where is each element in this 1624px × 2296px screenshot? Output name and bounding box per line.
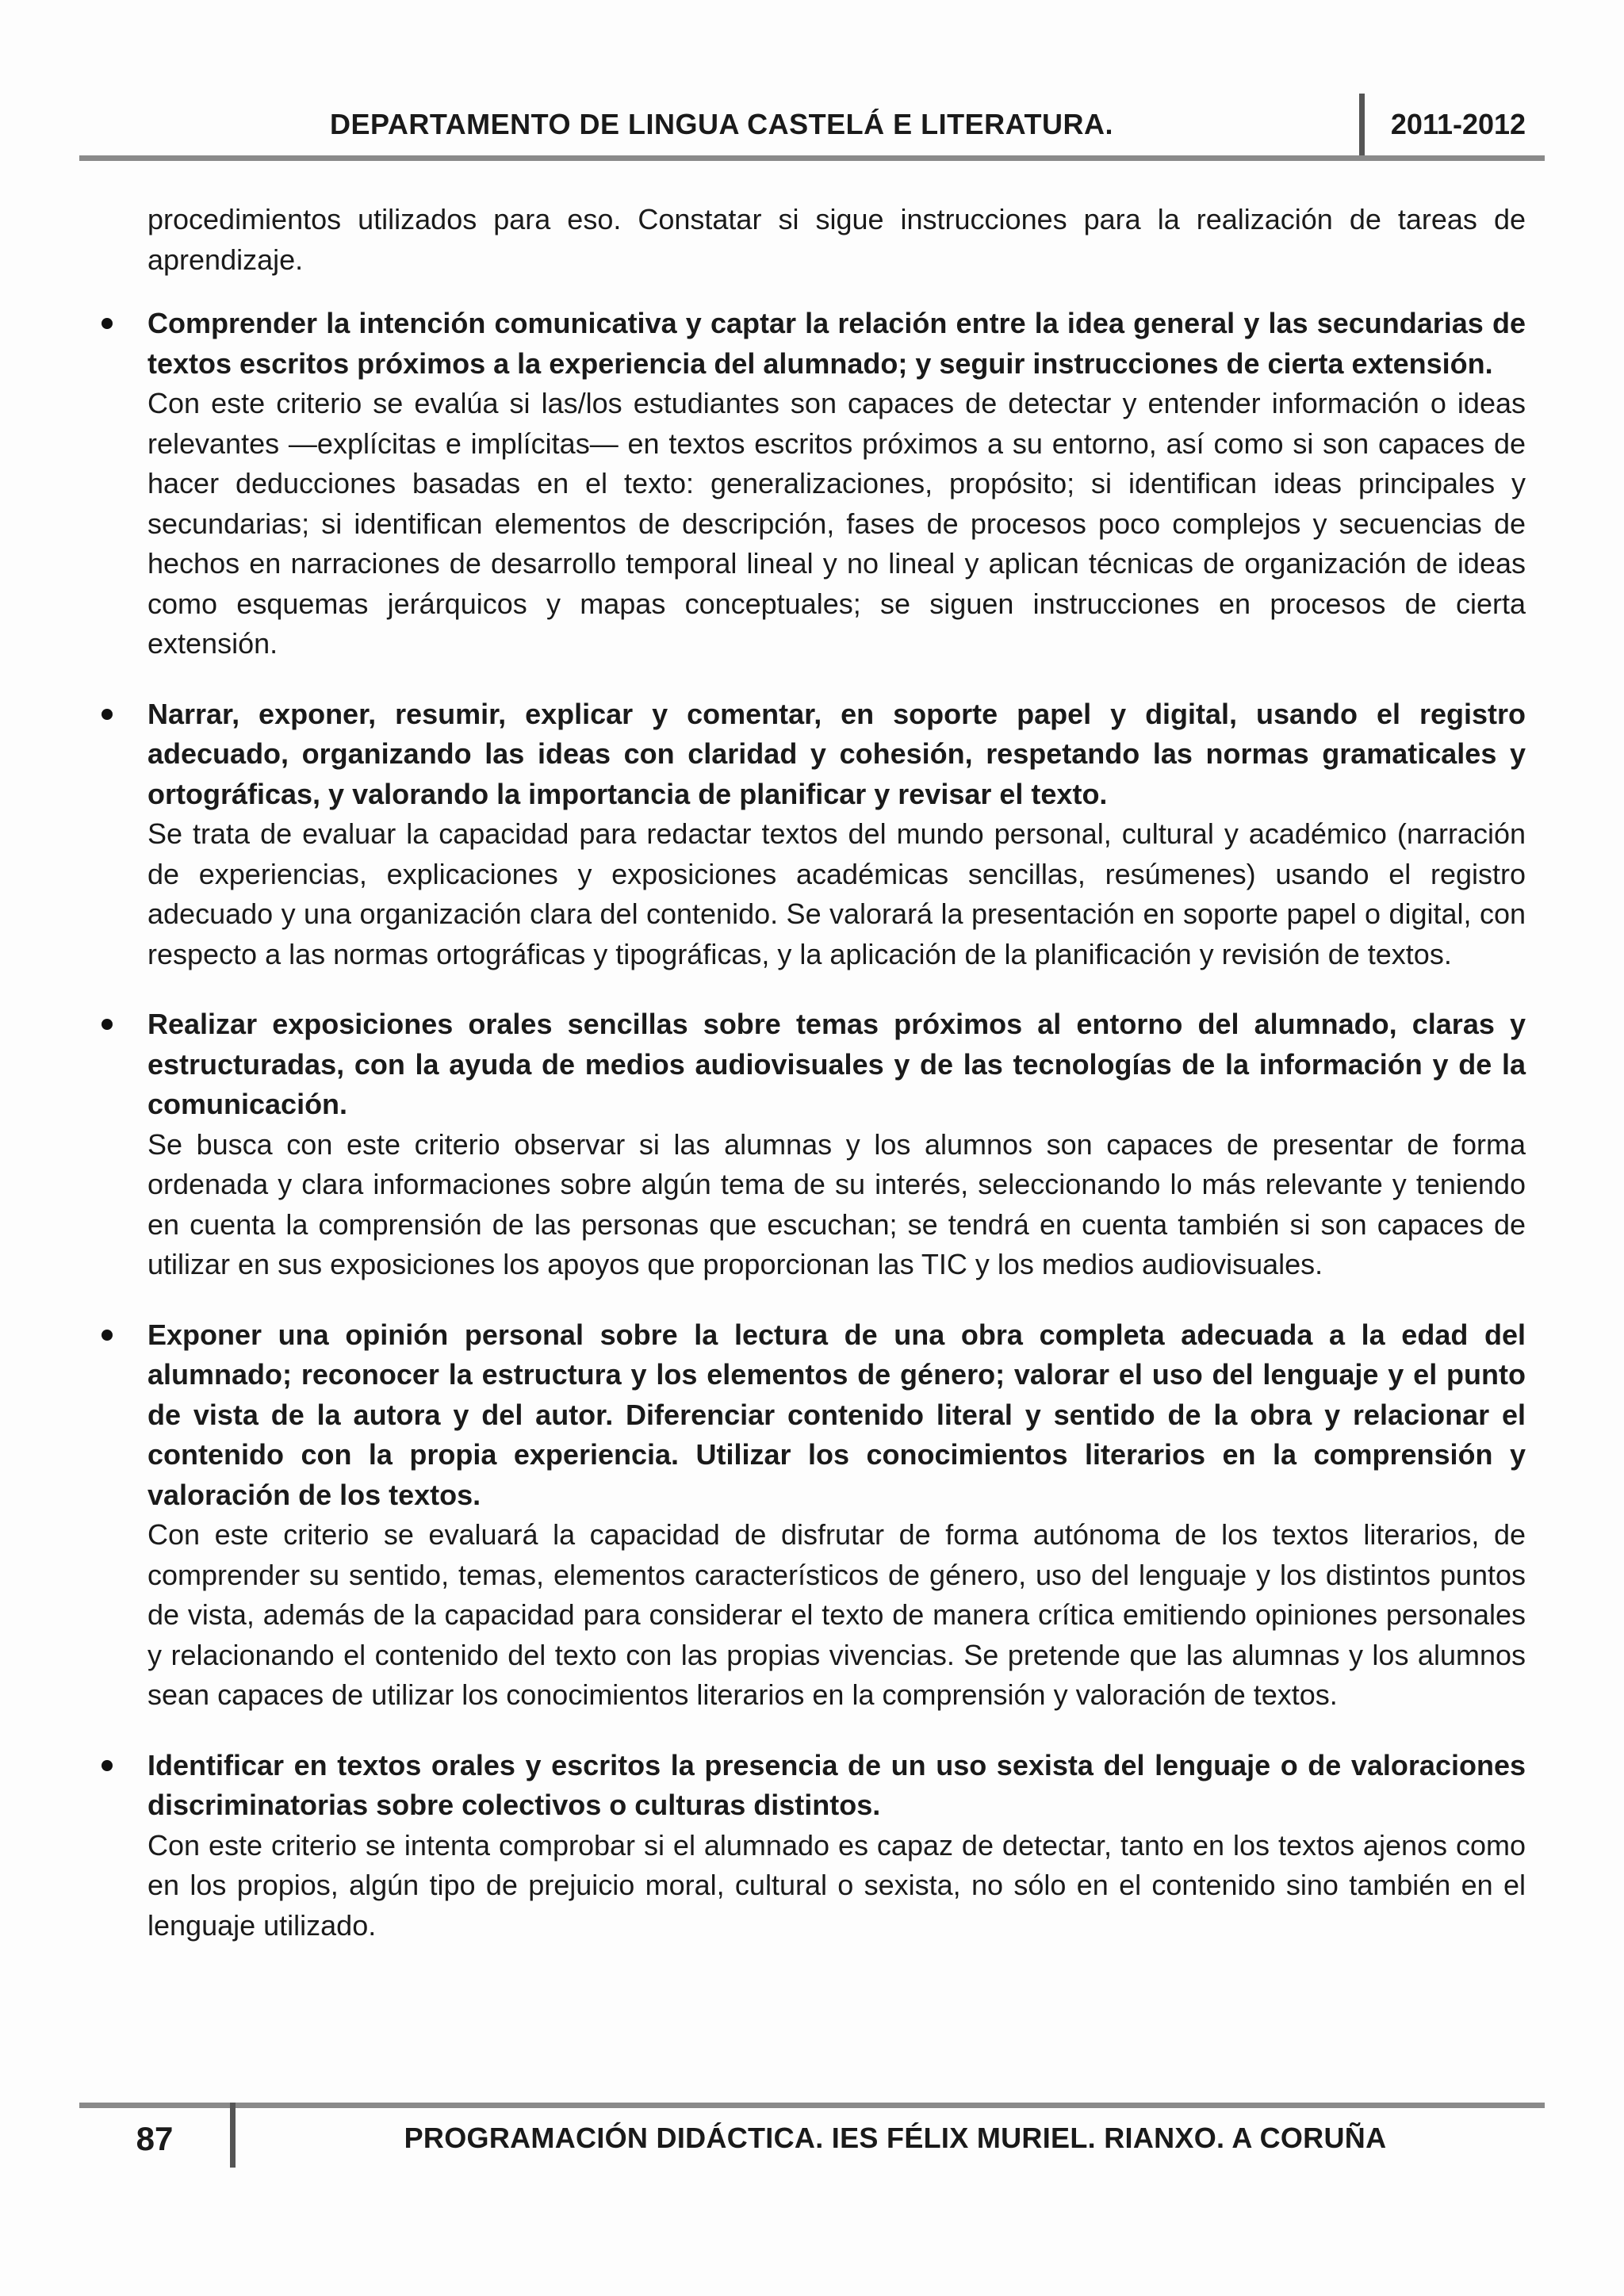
criterion-item: [147, 1004, 1526, 1285]
page-header: [79, 94, 1545, 160]
criterion-item: [147, 304, 1526, 664]
footer-text: PROGRAMACIÓN DIDÁCTICA. IES FÉLIX MURIEL. RIANXO. A CORUÑA: [404, 2122, 1387, 2154]
bullet-icon: [102, 1330, 113, 1341]
criterion-title: Narrar, exponer, resumir, explicar y comentar, en soporte papel y digital, usando el registro adecuado, organizando las ideas con claridad y cohesión, respetando las normas gramaticales y ortográficas, y valorando la importancia de planificar y revisar el texto.: [147, 697, 1526, 810]
criterion-title: Identificar en textos orales y escritos la presencia de un uso sexista del lenguaje o de valoraciones discriminatorias sobre colectivos o culturas distintos.: [147, 1748, 1526, 1821]
header-rule: [79, 155, 1545, 161]
bullet-icon: [102, 318, 113, 329]
bullet-icon: [102, 1760, 113, 1771]
footer-divider: [230, 2103, 236, 2168]
criterion-description: Se busca con este criterio observar si las alumnas y los alumnos son capaces de presentar de forma ordenada y clara informaciones sobre algún tema de su interés, seleccionando lo más relevante y teniendo en cuenta la comprensión de las personas que escuchan; se tendrá en cuenta también si son capaces de utilizar en sus exposiciones los apoyos que proporcionan las TIC y los medios audiovisuales.: [147, 1127, 1526, 1280]
bullet-icon: [102, 1019, 113, 1030]
criterion-description: Con este criterio se intenta comprobar si el alumnado es capaz de detectar, tanto en los textos ajenos como en los propios, algún tipo de prejuicio moral, cultural o sexista, no sólo en el contenido sino también en el lenguaje utilizado.: [147, 1828, 1526, 1942]
bullet-icon: [102, 709, 113, 720]
criterion-description: Con este criterio se evaluará la capacidad de disfrutar de forma autónoma de los textos literarios, de comprender su sentido, temas, elementos característicos de género, uso del lenguaje y los distintos puntos de vista, además de la capacidad para considerar el texto de manera crítica emitiendo opiniones personales y relacionando el contenido del texto con las propias vivencias. Se pretende que las alumnas y los alumnos sean capaces de utilizar los conocimientos literarios en la comprensión y valoración de textos.: [147, 1518, 1526, 1711]
intro-paragraph: procedimientos utilizados para eso. Constatar si sigue instrucciones para la realización de tareas de aprendizaje.: [147, 203, 1526, 276]
footer-rule: [79, 2103, 1545, 2108]
page-number: 87: [136, 2120, 174, 2157]
header-divider: [1359, 94, 1365, 160]
criterion-description: Con este criterio se evalúa si las/los estudiantes son capaces de detectar y entender información o ideas relevantes —explícitas e implícitas— en textos escritos próximos a su entorno, así como si son capaces de hacer deducciones basadas en el texto: generalizaciones, propósito; si identifican ideas principales y secundarias; si identifican elementos de descripción, fases de procesos poco complejos y secuencias de hechos en narraciones de desarrollo temporal lineal y no lineal y aplican técnicas de organización de ideas como esquemas jerárquicos y mapas conceptuales; se siguen instrucciones en procesos de cierta extensión.: [147, 387, 1526, 660]
page-footer: [79, 2103, 1545, 2174]
criterion-title: Comprender la intención comunicativa y captar la relación entre la idea general y las secundarias de textos escritos próximos a la experiencia del alumnado; y seguir instrucciones de cierta extensión.: [147, 307, 1526, 380]
criterion-item: [147, 1746, 1526, 1946]
criterion-title: Realizar exposiciones orales sencillas sobre temas próximos al entorno del alumnado, claras y estructuradas, con la ayuda de medios audiovisuales y de las tecnologías de la información y de la comunicación.: [147, 1008, 1526, 1120]
criterion-description: Se trata de evaluar la capacidad para redactar textos del mundo personal, cultural y académico (narración de experiencias, explicaciones y exposiciones académicas sencillas, resúmenes) usando el registro adecuado y una organización clara del contenido. Se valorará la presentación en soporte papel o digital, con respecto a las normas ortográficas y tipográficas, y la aplicación de la planificación y revisión de textos.: [147, 817, 1526, 970]
criterion-title: Exponer una opinión personal sobre la lectura de una obra completa adecuada a la edad del alumnado; reconocer la estructura y los elementos de género; valorar el uso del lenguaje y el punto de vista de la autora y del autor. Diferenciar contenido literal y sentido de la obra y relacionar el contenido con la propia experiencia. Utilizar los conocimientos literarios en la comprensión y valoración de los textos.: [147, 1318, 1526, 1511]
criterion-item: [147, 1315, 1526, 1716]
department-title: DEPARTAMENTO DE LINGUA CASTELÁ E LITERATURA.: [330, 108, 1113, 140]
criterion-item: [147, 695, 1526, 975]
page-content: [147, 200, 1526, 1976]
school-year: 2011-2012: [1390, 108, 1526, 140]
